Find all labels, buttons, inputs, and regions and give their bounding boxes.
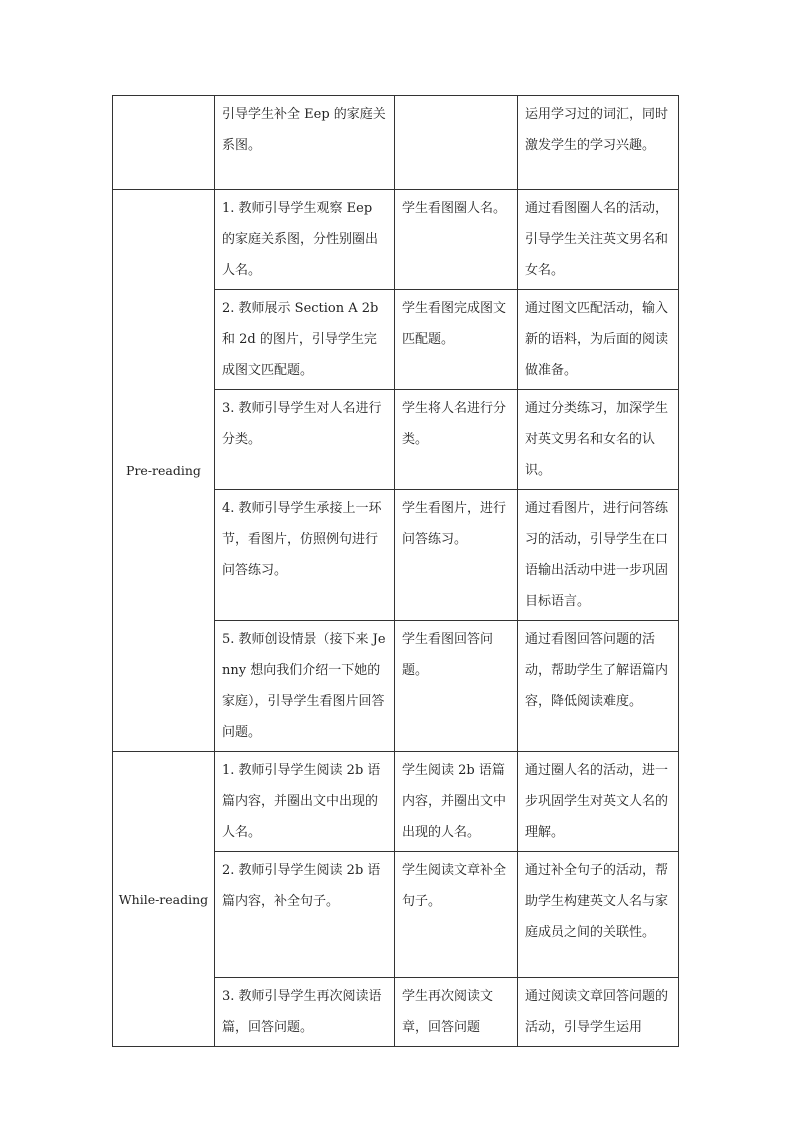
purpose-cell: 通过看图圈人名的活动，引导学生关注英文男名和女名。: [518, 190, 679, 290]
teacher-activity-cell: 1. 教师引导学生阅读 2b 语篇内容，并圈出文中出现的人名。: [215, 752, 395, 852]
purpose-cell: 通过圈人名的活动，进一步巩固学生对英文人名的理解。: [518, 752, 679, 852]
stage-cell-while-reading: While-reading: [113, 752, 215, 1047]
purpose-cell: 通过补全句子的活动，帮助学生构建英文人名与家庭成员之间的关联性。: [518, 852, 679, 978]
teacher-activity-cell: 4. 教师引导学生承接上一环节，看图片，仿照例句进行问答练习。: [215, 490, 395, 621]
stage-cell-empty: [113, 96, 215, 190]
student-activity-cell: 学生看图圈人名。: [395, 190, 518, 290]
teacher-activity-cell: 5. 教师创设情景（接下来 Jenny 想向我们介绍一下她的家庭），引导学生看图片回答问题。: [215, 621, 395, 752]
table-row: [113, 190, 679, 290]
purpose-cell: 通过图文匹配活动，输入新的语料，为后面的阅读做准备。: [518, 290, 679, 390]
purpose-cell: 运用学习过的词汇，同时激发学生的学习兴趣。: [518, 96, 679, 190]
student-activity-cell: 学生将人名进行分类。: [395, 390, 518, 490]
purpose-cell: 通过看图回答问题的活动，帮助学生了解语篇内容，降低阅读难度。: [518, 621, 679, 752]
teacher-activity-cell: 引导学生补全 Eep 的家庭关系图。: [215, 96, 395, 190]
stage-cell-pre-reading: Pre-reading: [113, 190, 215, 752]
purpose-cell: 通过看图片，进行问答练习的活动，引导学生在口语输出活动中进一步巩固目标语言。: [518, 490, 679, 621]
purpose-cell: 通过分类练习，加深学生对英文男名和女名的认识。: [518, 390, 679, 490]
lesson-plan-table: [112, 95, 679, 1047]
student-activity-cell: 学生看图回答问题。: [395, 621, 518, 752]
table-row: [113, 96, 679, 190]
teacher-activity-cell: 2. 教师引导学生阅读 2b 语篇内容，补全句子。: [215, 852, 395, 978]
student-activity-cell: 学生再次阅读文章，回答问题: [395, 978, 518, 1047]
student-activity-cell: 学生看图完成图文匹配题。: [395, 290, 518, 390]
teacher-activity-cell: 1. 教师引导学生观察 Eep 的家庭关系图，分性别圈出人名。: [215, 190, 395, 290]
purpose-cell: 通过阅读文章回答问题的活动，引导学生运用: [518, 978, 679, 1047]
student-activity-cell: 学生看图片，进行问答练习。: [395, 490, 518, 621]
teacher-activity-cell: 2. 教师展示 Section A 2b 和 2d 的图片，引导学生完成图文匹配题。: [215, 290, 395, 390]
student-activity-cell: [395, 96, 518, 190]
student-activity-cell: 学生阅读 2b 语篇内容，并圈出文中出现的人名。: [395, 752, 518, 852]
teacher-activity-cell: 3. 教师引导学生再次阅读语篇，回答问题。: [215, 978, 395, 1047]
student-activity-cell: 学生阅读文章补全句子。: [395, 852, 518, 978]
teacher-activity-cell: 3. 教师引导学生对人名进行分类。: [215, 390, 395, 490]
table-row: [113, 752, 679, 852]
